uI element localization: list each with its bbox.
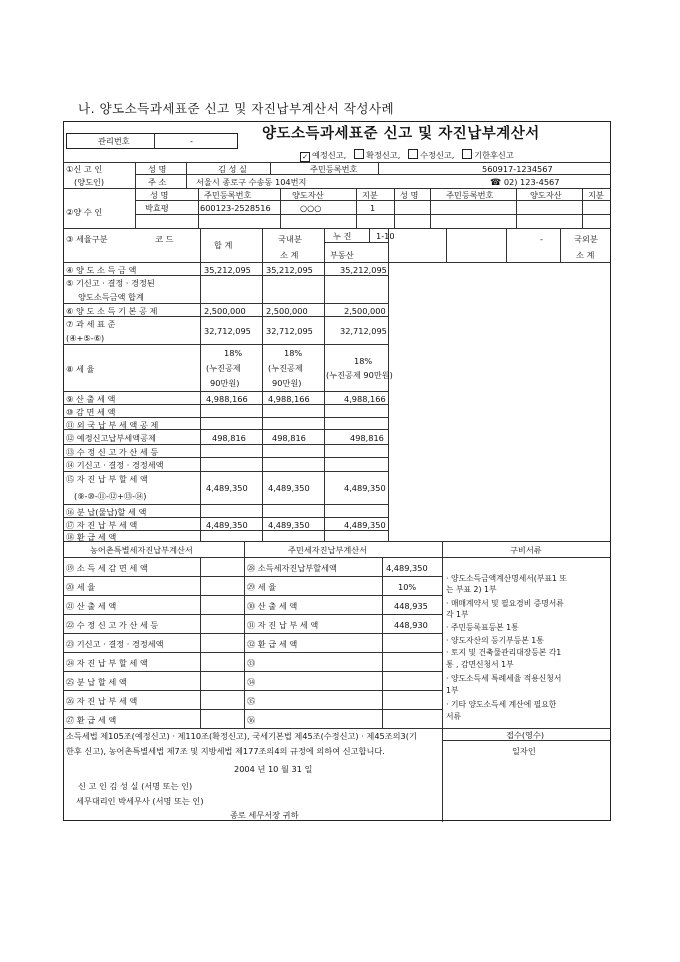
row-refund: ⑱ 환 급 세 액	[66, 532, 117, 542]
law-line-1: 소득세법 제105조(예정신고) · 제110조(확정신고), 국세기본법 제45조(수정신고) · 제45조의3(기	[66, 731, 417, 741]
self-payable-total: 4,489,350	[206, 483, 248, 493]
row-prior-assessed-sub: 양도소득금액 합계	[78, 292, 144, 302]
tax-rate-note-subtotal: (누진공제	[268, 363, 303, 373]
reporter-name-label: 성 명	[148, 164, 167, 174]
rural-row-8: ㉖ 자 진 납 부 세 액	[66, 696, 138, 706]
transferee-header-asset: 양도자산	[292, 190, 324, 200]
rural-row-4: ㉒ 수 정 신 고 가 산 세 등	[66, 620, 159, 630]
document-item: 1부	[446, 686, 459, 695]
rural-row-2: ⑳ 세 율	[66, 582, 96, 592]
rural-row-7: ㉕ 분 납 할 세 액	[66, 677, 127, 687]
transferee-header-name-2: 성 명	[400, 190, 419, 200]
reporter-phone: ☎ 02) 123-4567	[490, 177, 560, 188]
tax-base-progressive: 32,712,095	[340, 326, 387, 336]
transfer-income-total: 35,212,095	[204, 265, 251, 275]
resident-row-2: ㉙ 세 율	[247, 582, 277, 592]
transferee-header-share: 지분	[362, 190, 378, 200]
transferee-header-rrn: 주민등록번호	[204, 190, 252, 200]
tax-base-subtotal: 32,712,095	[266, 326, 313, 336]
transferee-header-asset-2: 양도자산	[530, 190, 562, 200]
foreign-label: 국외분	[574, 234, 598, 244]
domestic-sub: 소 계	[280, 250, 299, 260]
row-basic-deduction: ⑥ 양 도 소 득 기 본 공 제	[66, 306, 158, 316]
progressive-label: 누 진	[333, 231, 352, 241]
transferee-header-share-2: 지분	[588, 190, 604, 200]
transferee-asset: ○○○	[300, 203, 322, 213]
document-item: · 기타 양도소득세 계산에 필요한	[446, 700, 557, 709]
checkbox-final[interactable]	[354, 149, 364, 159]
resident-row-1-value: 4,489,350	[386, 563, 428, 573]
checkbox-amended[interactable]	[408, 149, 418, 159]
transferee-share: 1	[370, 203, 376, 213]
category-dash: -	[540, 234, 543, 244]
resident-tax-title: 주민세자진납부계산서	[288, 545, 368, 555]
document-item: · 양도소득금액계산명세서(부표1 또	[446, 574, 567, 583]
management-number-label: 관리번호	[98, 136, 130, 146]
row-installment: ⑯ 분 납(물납)할 세 액	[66, 507, 147, 517]
receipt-label: 접수(영수)	[506, 730, 545, 740]
checkbox-late[interactable]	[462, 149, 472, 159]
resident-row-6: ㉝	[247, 658, 256, 668]
row-tax-base: ⑦ 과 세 표 준	[66, 319, 116, 329]
row-tax-base-formula: (④+⑤-⑥)	[66, 333, 105, 343]
foreign-sub: 소 계	[576, 250, 595, 260]
tax-rate-total: 18%	[224, 348, 243, 358]
resident-row-2-value: 10%	[398, 582, 417, 592]
transfer-income-progressive: 35,212,095	[340, 265, 387, 275]
document-item: · 토지 및 건축물관리대장등본 각1	[446, 648, 562, 657]
row-prior-assessed: ⑤ 기신고 · 결정 · 경정된	[66, 278, 155, 288]
preliminary-credit-progressive: 498,816	[350, 433, 384, 443]
resident-row-5: ㉜ 환 급 세 액	[247, 639, 298, 649]
row-transfer-income: ④ 양 도 소 득 금 액	[66, 265, 137, 275]
document-item: · 주민등록표등본 1통	[446, 623, 519, 632]
recipient-office: 종로 세무서장 귀하	[230, 810, 299, 820]
document-item: 는 부표 2) 1부	[446, 585, 497, 594]
receipt-sub: 일자인	[512, 746, 536, 756]
row-self-payable: ⑮ 자 진 납 부 할 세 액	[66, 474, 148, 484]
reporter-name-value: 김 성 실	[218, 164, 247, 174]
range-label: 1-10	[376, 231, 395, 241]
reporter-signature: 신 고 인 김 성 실 (서명 또는 인)	[78, 781, 193, 791]
tax-base-total: 32,712,095	[204, 326, 251, 336]
document-item: · 양도소득세 특례세율 적용신청서	[446, 674, 562, 683]
documents-title: 구비서류	[510, 545, 542, 555]
tax-rate-note-subtotal-2: 90만원)	[272, 378, 302, 388]
progressive-sub: 부동산	[330, 250, 354, 260]
computed-tax-progressive: 4,988,166	[344, 394, 386, 404]
tax-rate-note-progressive: (누진공제 90만원)	[326, 370, 393, 380]
row-self-paid: ⑰ 자 진 납 부 세 액	[66, 520, 138, 530]
row-self-payable-formula: (⑨-⑩-⑪-⑫+⑬-⑭)	[74, 491, 147, 501]
row-exemption: ⑩ 감 면 세 액	[66, 407, 116, 417]
filing-date: 2004 년 10 월 31 일	[234, 764, 313, 774]
preliminary-credit-total: 498,816	[212, 433, 246, 443]
form-title: 양도소득과세표준 신고 및 자진납부계산서	[262, 126, 540, 142]
transferee-rrn: 600123-2528516	[200, 203, 271, 213]
reporter-section-sub: (양도인)	[74, 177, 105, 187]
resident-row-4-value: 448,930	[394, 620, 428, 630]
rural-row-3: ㉑ 산 출 세 액	[66, 601, 117, 611]
self-paid-progressive: 4,489,350	[344, 520, 386, 530]
self-payable-subtotal: 4,489,350	[268, 483, 310, 493]
tax-rate-progressive: 18%	[354, 356, 373, 366]
rural-tax-title: 농어촌특별세자진납부계산서	[90, 545, 193, 555]
self-payable-progressive: 4,489,350	[344, 483, 386, 493]
row-preliminary-credit: ⑫ 예정신고납부세액공제	[66, 433, 156, 443]
document-item: 각 1부	[446, 610, 469, 619]
report-type-options: ✓ 예정신고, 확정신고, 수정신고, 기한후신고	[300, 149, 514, 162]
row-tax-rate: ⑧ 세 율	[66, 364, 95, 374]
resident-row-8: ㉟	[247, 696, 256, 706]
resident-row-7: ㉞	[247, 677, 256, 687]
reporter-rrn-value: 560917-1234567	[482, 164, 553, 174]
row-foreign-credit: ⑪ 외 국 납 부 세 액 공 제	[66, 420, 159, 430]
basic-deduction-progressive: 2,500,000	[344, 306, 386, 316]
total-label: 합 계	[214, 240, 233, 250]
agent-signature: 세무대리인 박세무사 (서명 또는 인)	[76, 796, 204, 806]
phone-icon: ☎	[490, 178, 502, 188]
document-item: 서류	[446, 712, 462, 721]
rural-row-9: ㉗ 환 급 세 액	[66, 715, 117, 725]
rural-row-5: ㉓ 기신고 · 결정 · 경정세액	[66, 639, 164, 649]
row-amended-penalty: ⑬ 수 정 신 고 가 산 세 등	[66, 447, 159, 457]
code-label: 코 드	[155, 234, 174, 244]
resident-row-4: ㉛ 자 진 납 부 세 액	[247, 620, 319, 630]
transferee-header-name: 성 명	[150, 190, 169, 200]
section-heading: 나. 양도소득과세표준 신고 및 자진납부계산서 작성사례	[78, 101, 395, 116]
tax-rate-note-total: (누진공제	[206, 363, 241, 373]
reporter-rrn-label: 주민등록번호	[310, 164, 358, 174]
self-paid-subtotal: 4,489,350	[268, 520, 310, 530]
row-computed-tax: ⑨ 산 출 세 액	[66, 394, 116, 404]
tax-category-label: ③ 세율구분	[66, 234, 108, 244]
reporter-section-label: ①신 고 인	[66, 164, 103, 174]
document-item: · 매매계약서 및 필요경비 증명서류	[446, 599, 564, 608]
resident-row-3-value: 448,935	[394, 601, 428, 611]
transfer-income-subtotal: 35,212,095	[266, 265, 313, 275]
tax-rate-subtotal: 18%	[284, 348, 303, 358]
preliminary-credit-subtotal: 498,816	[272, 433, 306, 443]
computed-tax-total: 4,988,166	[206, 394, 248, 404]
resident-row-1: ㉘ 소득세자진납부할세액	[247, 563, 337, 573]
rural-row-6: ㉔ 자 진 납 부 할 세 액	[66, 658, 148, 668]
law-line-2: 한후 신고), 농어촌특별세법 제7조 및 지방세법 제177조의4의 규정에 의하여 신고합니다.	[66, 746, 385, 756]
transferee-section-label: ②양 수 인	[66, 207, 103, 217]
resident-row-9: ㊱	[247, 715, 256, 725]
transferee-name: 박효평	[145, 203, 169, 213]
basic-deduction-total: 2,500,000	[204, 306, 246, 316]
tax-rate-note-total-2: 90만원)	[210, 378, 240, 388]
transferee-header-rrn-2: 주민등록번호	[446, 190, 494, 200]
checkbox-preliminary[interactable]: ✓	[300, 152, 310, 162]
management-number-value: -	[190, 136, 193, 146]
domestic-label: 국내분	[278, 234, 302, 244]
rural-row-1: ⑲ 소 득 세 감 면 세 액	[66, 563, 148, 573]
row-prior-tax: ⑭ 기신고 · 결정 · 경정세액	[66, 460, 164, 470]
document-item: 통 , 감면신청서 1부	[446, 660, 514, 669]
basic-deduction-subtotal: 2,500,000	[266, 306, 308, 316]
reporter-address-value: 서울시 종로구 수송동 104번지	[196, 177, 307, 187]
resident-row-3: ㉚ 산 출 세 액	[247, 601, 298, 611]
self-paid-total: 4,489,350	[206, 520, 248, 530]
computed-tax-subtotal: 4,988,166	[268, 394, 310, 404]
document-item: · 양도자산의 등기부등본 1통	[446, 636, 544, 645]
management-number-box	[66, 133, 238, 149]
reporter-address-label: 주 소	[148, 177, 167, 187]
